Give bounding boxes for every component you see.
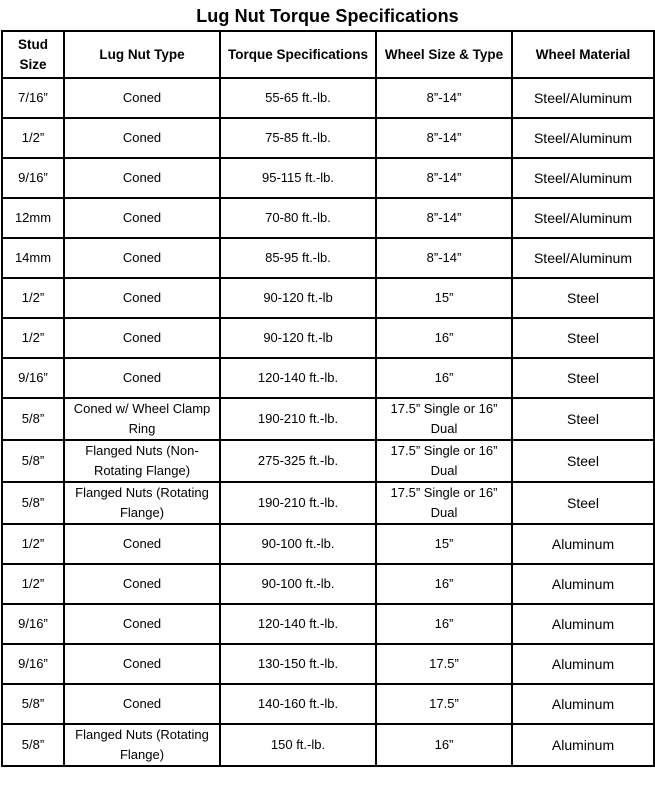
lug-nut-type-cell: Flanged Nuts (Non-Rotating Flange) [64, 440, 220, 482]
stud-size-cell: 9/16” [2, 358, 64, 398]
torque-cell: 275-325 ft.-lb. [220, 440, 376, 482]
torque-cell: 90-100 ft.-lb. [220, 564, 376, 604]
table-row [2, 78, 654, 118]
wheel-material-cell: Steel/Aluminum [512, 118, 654, 158]
stud-size-cell: 5/8” [2, 398, 64, 440]
torque-cell: 90-120 ft.-lb [220, 318, 376, 358]
table-row [2, 724, 654, 766]
table-row [2, 564, 654, 604]
stud-size-cell: 5/8” [2, 684, 64, 724]
table-row [2, 398, 654, 440]
wheel-size-cell: 16” [376, 358, 512, 398]
header-wheel-size-type: Wheel Size & Type [376, 31, 512, 78]
lug-nut-type-cell: Coned [64, 278, 220, 318]
stud-size-cell: 1/2” [2, 318, 64, 358]
stud-size-cell: 1/2” [2, 564, 64, 604]
table-row [2, 278, 654, 318]
stud-size-cell: 12mm [2, 198, 64, 238]
torque-cell: 90-100 ft.-lb. [220, 524, 376, 564]
torque-cell: 55-65 ft.-lb. [220, 78, 376, 118]
wheel-size-cell: 17.5” Single or 16” Dual [376, 398, 512, 440]
header-wheel-material: Wheel Material [512, 31, 654, 78]
stud-size-cell: 9/16” [2, 644, 64, 684]
lug-nut-type-cell: Coned [64, 644, 220, 684]
lug-nut-type-cell: Coned w/ Wheel Clamp Ring [64, 398, 220, 440]
wheel-material-cell: Steel/Aluminum [512, 158, 654, 198]
lug-nut-type-cell: Coned [64, 564, 220, 604]
torque-cell: 90-120 ft.-lb [220, 278, 376, 318]
wheel-size-cell: 8”-14” [376, 78, 512, 118]
stud-size-cell: 1/2” [2, 118, 64, 158]
wheel-size-cell: 15” [376, 524, 512, 564]
torque-cell: 150 ft.-lb. [220, 724, 376, 766]
table-row [2, 604, 654, 644]
lug-nut-type-cell: Coned [64, 158, 220, 198]
wheel-material-cell: Steel [512, 398, 654, 440]
wheel-size-cell: 8”-14” [376, 238, 512, 278]
lug-nut-type-cell: Coned [64, 198, 220, 238]
table-row [2, 158, 654, 198]
header-lug-nut-type: Lug Nut Type [64, 31, 220, 78]
header-torque-specifications: Torque Specifications [220, 31, 376, 78]
wheel-size-cell: 16” [376, 604, 512, 644]
wheel-material-cell: Aluminum [512, 644, 654, 684]
lug-nut-type-cell: Coned [64, 238, 220, 278]
table-row [2, 318, 654, 358]
wheel-material-cell: Steel/Aluminum [512, 198, 654, 238]
wheel-size-cell: 17.5” Single or 16” Dual [376, 440, 512, 482]
wheel-material-cell: Steel [512, 482, 654, 524]
page-title: Lug Nut Torque Specifications [196, 6, 459, 26]
wheel-material-cell: Aluminum [512, 564, 654, 604]
stud-size-cell: 1/2” [2, 278, 64, 318]
lug-nut-type-cell: Coned [64, 684, 220, 724]
stud-size-cell: 9/16” [2, 604, 64, 644]
table-body [2, 78, 654, 766]
torque-cell: 140-160 ft.-lb. [220, 684, 376, 724]
lug-nut-type-cell: Coned [64, 118, 220, 158]
table-row [2, 482, 654, 524]
table-row [2, 238, 654, 278]
wheel-size-cell: 17.5” Single or 16” Dual [376, 482, 512, 524]
stud-size-cell: 5/8” [2, 482, 64, 524]
wheel-material-cell: Steel/Aluminum [512, 238, 654, 278]
torque-cell: 120-140 ft.-lb. [220, 604, 376, 644]
lug-nut-type-cell: Flanged Nuts (Rotating Flange) [64, 482, 220, 524]
table-row [2, 118, 654, 158]
wheel-material-cell: Aluminum [512, 724, 654, 766]
wheel-material-cell: Aluminum [512, 684, 654, 724]
torque-cell: 120-140 ft.-lb. [220, 358, 376, 398]
torque-spec-table [1, 30, 655, 767]
wheel-size-cell: 17.5” [376, 644, 512, 684]
wheel-material-cell: Steel/Aluminum [512, 78, 654, 118]
wheel-material-cell: Aluminum [512, 604, 654, 644]
table-row [2, 524, 654, 564]
torque-cell: 95-115 ft.-lb. [220, 158, 376, 198]
wheel-size-cell: 16” [376, 564, 512, 604]
table-row [2, 198, 654, 238]
wheel-size-cell: 16” [376, 318, 512, 358]
stud-size-cell: 5/8” [2, 440, 64, 482]
wheel-material-cell: Steel [512, 358, 654, 398]
lug-nut-type-cell: Coned [64, 318, 220, 358]
wheel-material-cell: Steel [512, 440, 654, 482]
table-header-row [2, 31, 654, 78]
torque-cell: 130-150 ft.-lb. [220, 644, 376, 684]
wheel-size-cell: 8”-14” [376, 198, 512, 238]
wheel-size-cell: 15” [376, 278, 512, 318]
lug-nut-type-cell: Flanged Nuts (Rotating Flange) [64, 724, 220, 766]
table-row [2, 684, 654, 724]
table-row [2, 358, 654, 398]
stud-size-cell: 14mm [2, 238, 64, 278]
torque-cell: 190-210 ft.-lb. [220, 482, 376, 524]
torque-cell: 75-85 ft.-lb. [220, 118, 376, 158]
table-row [2, 644, 654, 684]
lug-nut-type-cell: Coned [64, 524, 220, 564]
wheel-size-cell: 17.5” [376, 684, 512, 724]
lug-nut-type-cell: Coned [64, 358, 220, 398]
torque-cell: 70-80 ft.-lb. [220, 198, 376, 238]
torque-cell: 85-95 ft.-lb. [220, 238, 376, 278]
wheel-size-cell: 16” [376, 724, 512, 766]
wheel-size-cell: 8”-14” [376, 158, 512, 198]
lug-nut-type-cell: Coned [64, 604, 220, 644]
stud-size-cell: 7/16” [2, 78, 64, 118]
stud-size-cell: 1/2” [2, 524, 64, 564]
header-stud-size: Stud Size [2, 31, 64, 78]
stud-size-cell: 9/16” [2, 158, 64, 198]
stud-size-cell: 5/8” [2, 724, 64, 766]
wheel-material-cell: Steel [512, 318, 654, 358]
wheel-material-cell: Steel [512, 278, 654, 318]
table-row [2, 440, 654, 482]
wheel-material-cell: Aluminum [512, 524, 654, 564]
wheel-size-cell: 8”-14” [376, 118, 512, 158]
lug-nut-type-cell: Coned [64, 78, 220, 118]
torque-cell: 190-210 ft.-lb. [220, 398, 376, 440]
